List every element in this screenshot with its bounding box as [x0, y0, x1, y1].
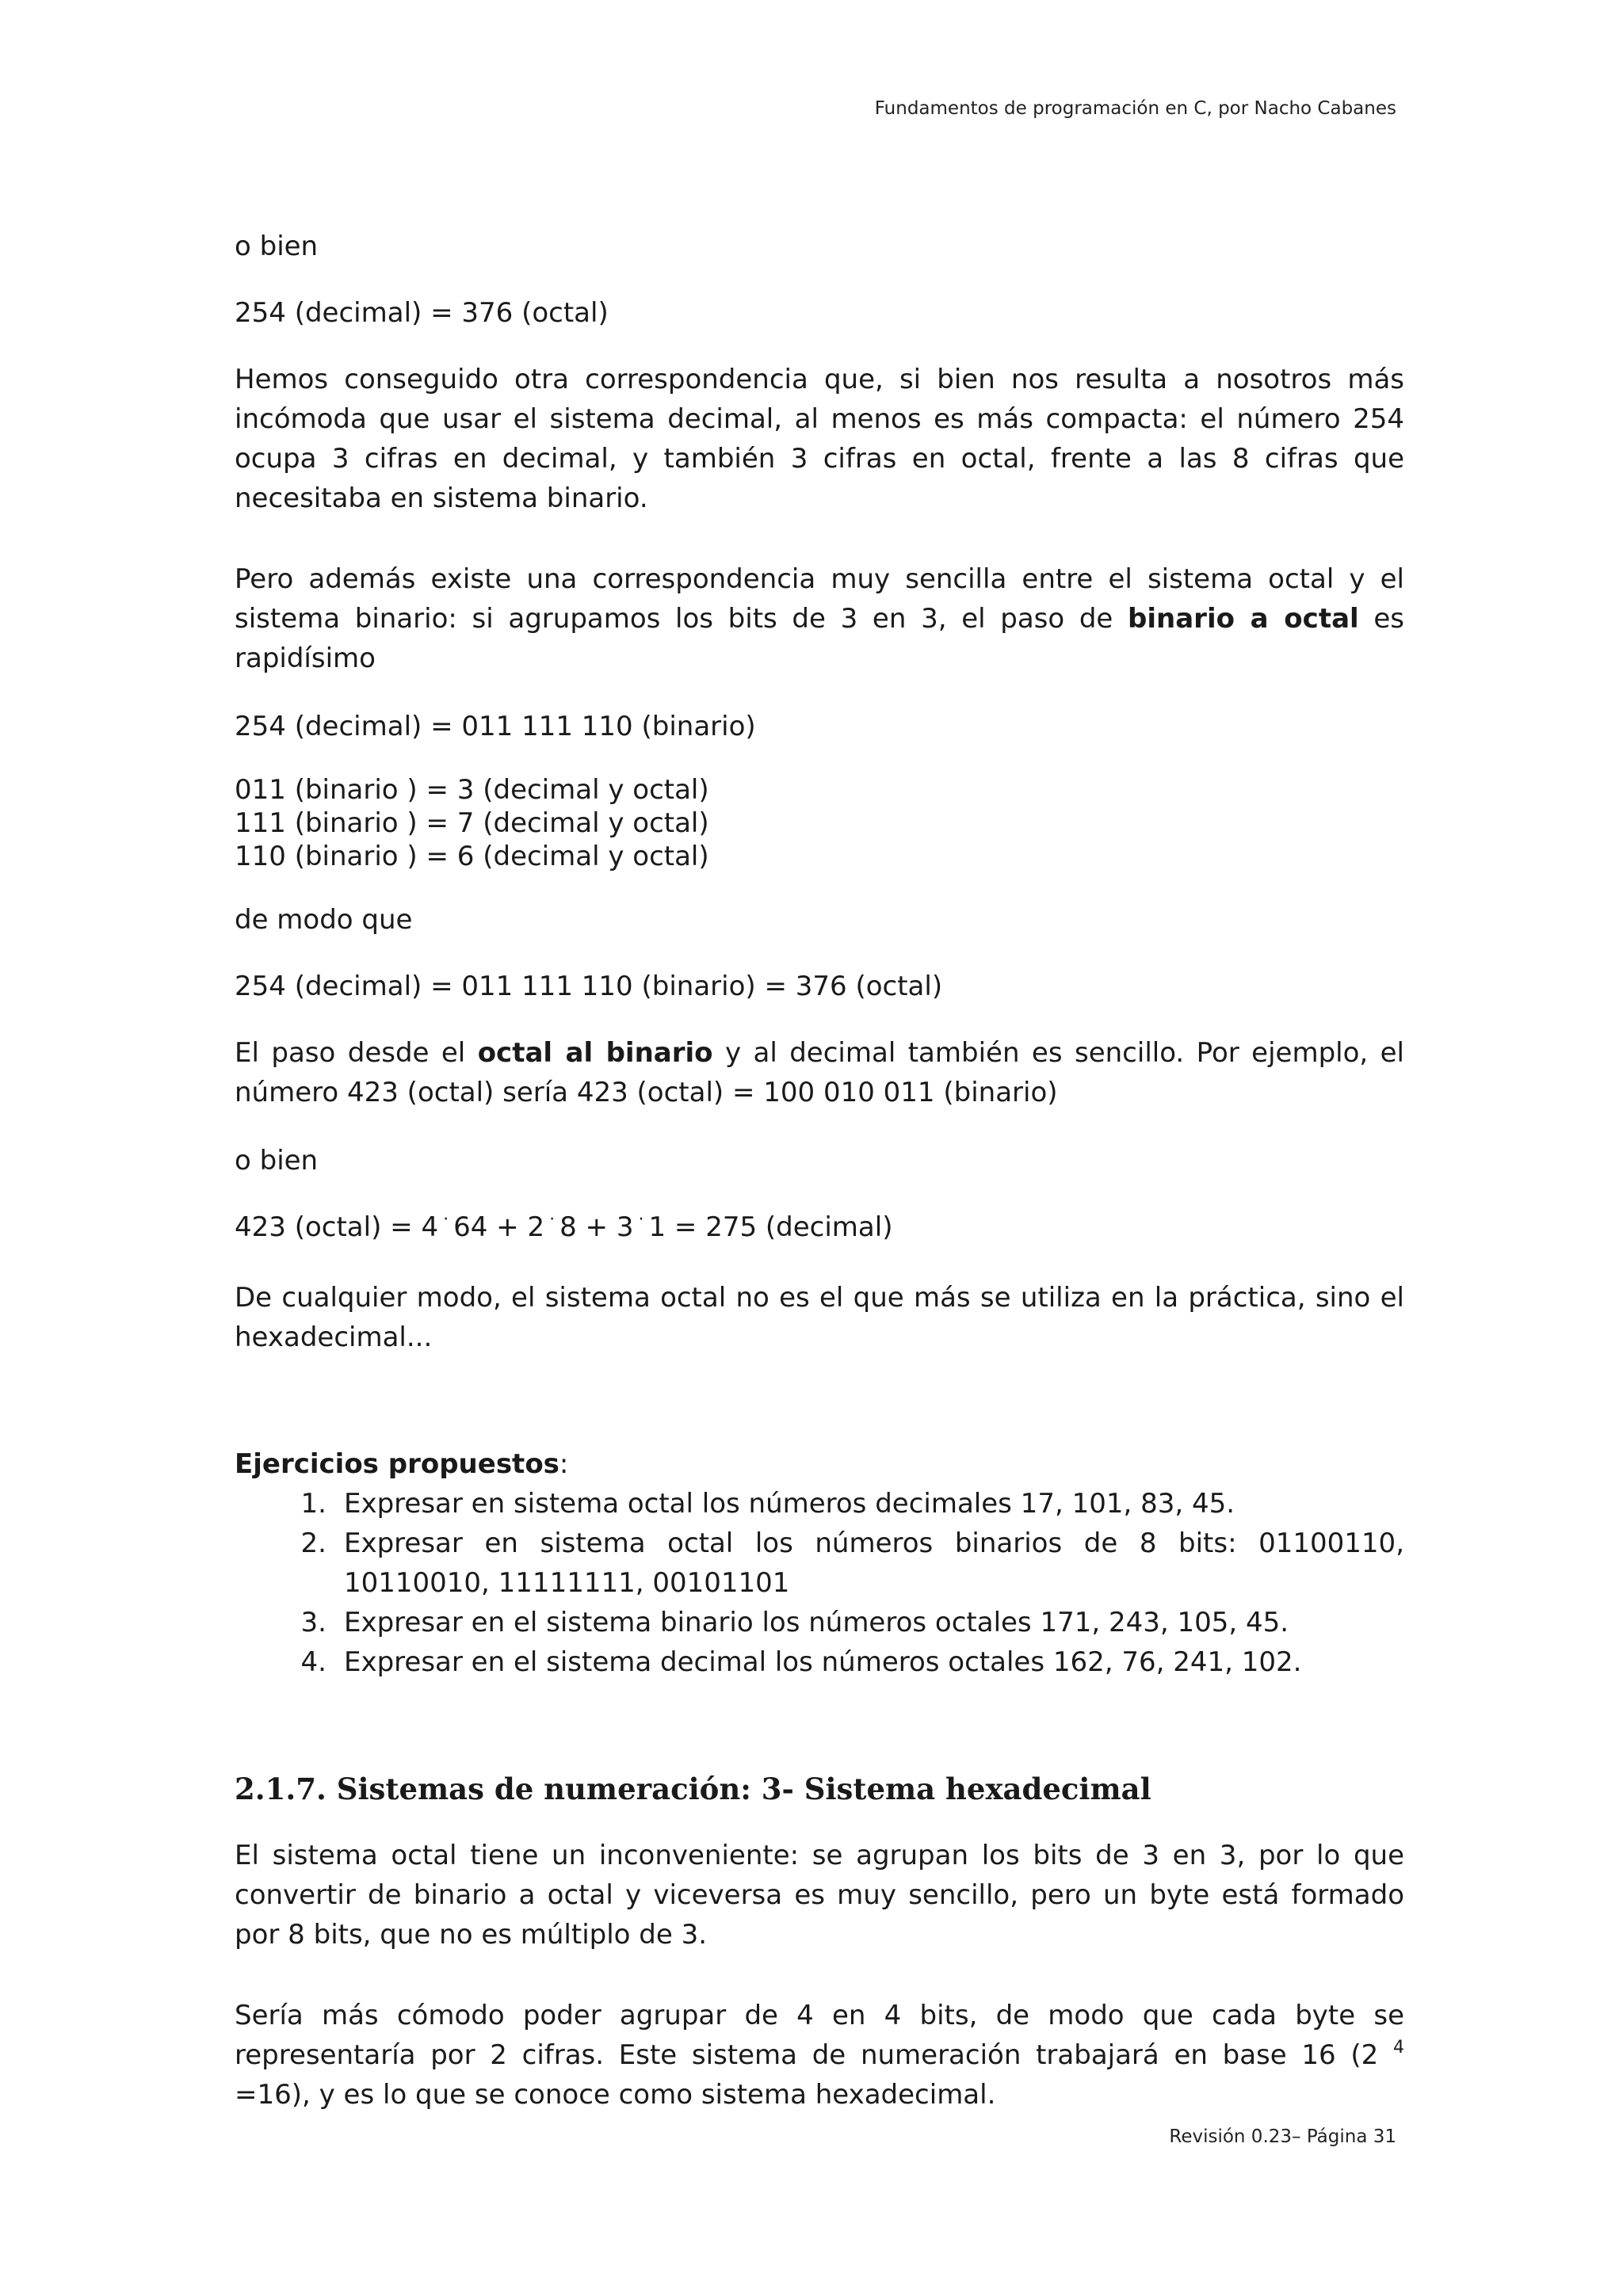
superscript-exponent: 4 — [1393, 2038, 1404, 2058]
text-run: 423 (octal) = 4 — [235, 1211, 439, 1243]
binary-group-line: 110 (binario ) = 6 (decimal y octal) — [235, 841, 709, 872]
paragraph-base-16 — [235, 1996, 1404, 2115]
exercise-text: Expresar en sistema octal los números decimales 17, 101, 83, 45. — [344, 1488, 1235, 1520]
equation-254-full: 254 (decimal) = 011 111 110 (binario) = 376 (octal) — [235, 971, 943, 1002]
exercise-text: Expresar en el sistema decimal los números octales 162, 76, 241, 102. — [344, 1646, 1302, 1678]
bold-term-binario-a-octal: binario a octal — [1128, 603, 1359, 635]
section-heading: 2.1.7. Sistemas de numeración: 3- Sistema hexadecimal — [235, 1772, 1151, 1806]
paragraph-o-bien-1: o bien — [235, 231, 319, 262]
text-run: y al decimal también es sencillo. Por ejemplo, el número 423 (octal) sería 423 (octal) = 100 010 011 (binario) — [235, 1037, 1405, 1108]
paragraph-correspondence: Hemos conseguido otra correspondencia que, si bien nos resulta a nosotros más incómoda que usar el sistema decimal, al menos es más compacta: el número 254 ocupa 3 cifras en decimal, y también 3 cifras en octal, frente a las 8 cifras que necesitaba en sistema binario. — [235, 364, 1404, 514]
running-footer: Revisión 0.23– Página 31 — [1169, 2126, 1396, 2147]
binary-groups — [235, 773, 1404, 873]
exercise-item — [235, 1524, 1404, 1603]
exercise-item — [235, 1642, 1404, 1682]
page-content — [235, 227, 1404, 2115]
paragraph-hexadecimal-intro: De cualquier modo, el sistema octal no es el que más se utiliza en la práctica, sino el hexadecimal... — [235, 1282, 1404, 1353]
exercise-text: Expresar en sistema octal los números binarios de 8 bits: 01100110, 10110010, 11111111, 00101101 — [344, 1527, 1404, 1599]
exercise-number: 1. — [300, 1488, 327, 1520]
exercises-heading — [235, 1444, 1404, 1484]
exercise-item — [235, 1484, 1404, 1524]
exercises-colon: : — [559, 1448, 569, 1480]
paragraph-de-modo-que: de modo que — [235, 904, 413, 936]
exercise-number: 3. — [300, 1607, 327, 1638]
exercises-title: Ejercicios propuestos — [235, 1448, 559, 1480]
equation-254-binary: 254 (decimal) = 011 111 110 (binario) — [235, 711, 756, 742]
exercise-item — [235, 1603, 1404, 1642]
exercise-text: Expresar en el sistema binario los números octales 171, 243, 105, 45. — [344, 1607, 1289, 1638]
text-run: =16), y es lo que se conoce como sistema hexadecimal. — [235, 2079, 996, 2111]
paragraph-o-bien-2: o bien — [235, 1145, 319, 1177]
text-run: Sería más cómodo poder agrupar de 4 en 4 bits, de modo que cada byte se representaría por 2 cifras. Este sistema de numeración trabajará en base 16 (2 — [235, 2000, 1404, 2071]
text-run: Pero además existe una correspondencia muy sencilla entre el sistema octal y el sistema binario: si agrupamos los bits de 3 en 3, el paso de — [235, 563, 1404, 635]
text-run: 64 + 2 — [453, 1211, 545, 1243]
binary-group-line: 011 (binario ) = 3 (decimal y octal) — [235, 774, 709, 806]
paragraph-binary-octal — [235, 559, 1404, 678]
equation-254-octal: 254 (decimal) = 376 (octal) — [235, 297, 609, 329]
text-run: 1 = 275 (decimal) — [648, 1211, 893, 1243]
text-run: es rapidísimo — [235, 603, 1404, 674]
multiplication-dot: · — [549, 1210, 556, 1230]
paragraph-octal-inconvenience: El sistema octal tiene un inconveniente: se agrupan los bits de 3 en 3, por lo que convertir de binario a octal y viceversa es muy sencillo, pero un byte está formado por 8 bits, que no es múltiplo de 3. — [235, 1840, 1404, 1951]
text-run: 8 + 3 — [559, 1211, 634, 1243]
running-header: Fundamentos de programación en C, por Nacho Cabanes — [874, 98, 1396, 119]
equation-423-decimal — [235, 1207, 1404, 1251]
multiplication-dot: · — [638, 1210, 644, 1230]
exercise-list — [235, 1484, 1404, 1682]
multiplication-dot: · — [443, 1210, 449, 1230]
binary-group-line: 111 (binario ) = 7 (decimal y octal) — [235, 807, 709, 839]
exercise-number: 4. — [300, 1646, 327, 1678]
exercise-number: 2. — [300, 1527, 327, 1559]
bold-term-octal-al-binario: octal al binario — [477, 1037, 713, 1069]
paragraph-octal-binary — [235, 1033, 1404, 1112]
text-run: El paso desde el — [235, 1037, 478, 1069]
